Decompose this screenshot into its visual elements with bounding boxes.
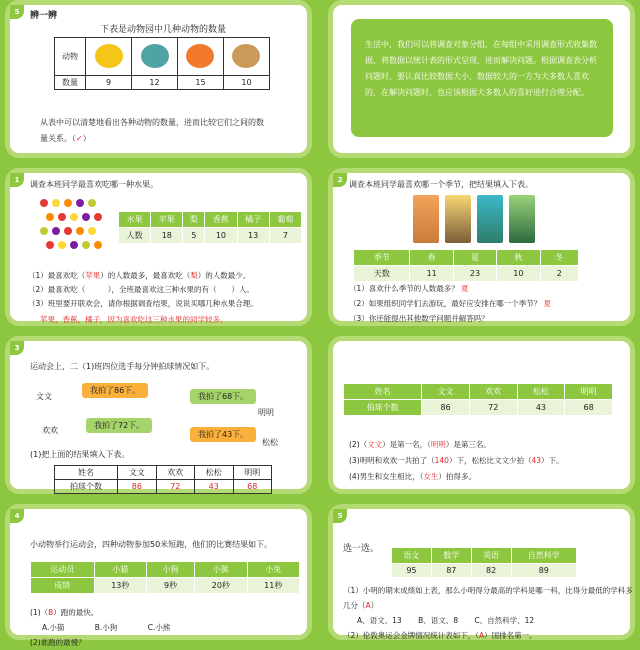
question-title: 选一选。 — [343, 544, 380, 554]
questions: （1）小明的期末成绩如上表，那么小明得分最高的学科是哪一科，比得分最低的学科多几分（A） A、语文、13 B、语文、8 C、自然科学、12 （2）伦敦奥运会金牌情况统计表如下，（A）国排名第一。 — [343, 586, 633, 640]
option-b[interactable]: B、语文、8 — [418, 616, 458, 625]
questions: （1）最喜欢吃（苹果）的人数最多，最喜欢吃（梨）的人数最少。 （2）最喜欢吃（ ），全班最喜欢这三种水果的有（ ）人。 （3）班里要开联欢会，请你根据调查结果，说说买哪几种水果合理。 苹果，香蕉，橘子，因为喜欢吃这三种水果的同学较多。 — [28, 269, 310, 327]
deer-icon — [232, 44, 260, 68]
slide-animal-race — [5, 504, 312, 647]
summary-text: 生活中，我们可以将调查对象分组，在每组中采用调查形式收集数据，将数据以统计表的形式呈现，进而解决问题。根据调查表分析问题时，要认真比较数据大小，数据较大的一方为大多数人喜欢的，在解决问题时，也应该根据大多数人的喜好进行合理分配。 — [365, 40, 597, 97]
slide-summary — [328, 0, 635, 158]
slide-season-survey — [328, 168, 635, 326]
questions: (2)（文文）是第一名，（明明）是第三名。 (3)明明和欢欢一共拍了（140）下，松松比文文少拍（43）下。 (4)男生和女生相比，（女生）拍得多。 — [349, 440, 564, 481]
question-title: 调查本班同学最喜欢吃哪一种水果。 — [30, 180, 158, 189]
season-table: 季节 春 夏 秋 冬 天数 11 23 10 2 — [353, 249, 579, 282]
statement: 从表中可以清楚地看出各种动物的数量，进而比较它们之间的数 量关系。（✓） — [40, 118, 264, 143]
questions: （1）喜欢什么季节的人数最多？ 夏 （2）如果组织同学们去游玩，最好应安排在哪一个季节？ 夏 （3）你还能提出其他数学问题并解答吗？ — [349, 284, 552, 323]
slide-number: 2 — [333, 173, 347, 187]
season-trees-image — [413, 195, 543, 243]
row-label-animal: 动物 — [55, 38, 86, 76]
count-cell: 12 — [132, 76, 178, 90]
name-songsong: 松松 — [262, 438, 278, 447]
slide-number: 5 — [333, 509, 347, 523]
name-huanhuan: 欢欢 — [42, 426, 58, 435]
option-b[interactable]: B.小狗 — [94, 623, 118, 632]
summer-tree-icon — [445, 195, 471, 243]
row-label-count: 数量 — [55, 76, 86, 90]
slide-animal-count — [5, 0, 312, 158]
question-title: 调查本班同学最喜欢哪一个季节，把结果填入下表。 — [349, 180, 533, 189]
race-table: 运动员 小猫 小狗 小熊 小兔 成绩 13秒 9秒 20秒 11秒 — [30, 561, 300, 594]
sub-question: (1)把上面的结果填入下表。 — [30, 450, 130, 459]
slide-number: 3 — [10, 341, 24, 355]
score-table: 语文 数学 英语 自然科学 95 87 82 89 — [391, 547, 577, 578]
speech-bubble: 我拍了86下。 — [82, 383, 148, 398]
section-heading: 辨一辨 — [30, 11, 58, 21]
slide-ball-bouncing — [5, 336, 312, 494]
bee-icon — [95, 44, 123, 68]
option-c[interactable]: C.小熊 — [147, 623, 171, 632]
winter-tree-icon — [509, 195, 535, 243]
dinosaur-icon — [141, 44, 169, 68]
option-a[interactable]: A、语文、13 — [357, 616, 402, 625]
option-c[interactable]: C、自然科学、12 — [474, 616, 535, 625]
fruit-table: 水果 苹果 梨 香蕉 橘子 葡萄 人数 18 5 10 13 7 — [118, 211, 302, 244]
ball-table: 姓名 文文 欢欢 松松 明明 拍球个数 86 72 43 68 — [54, 465, 272, 494]
fox-icon — [186, 44, 214, 68]
answer-text: 苹果，香蕉，橘子，因为喜欢吃这三种水果的同学较多。 — [40, 315, 228, 324]
speech-bubble: 我拍了68下。 — [190, 389, 256, 404]
slide-number: 5 — [10, 5, 24, 19]
question-title: 运动会上，二（1)班四位选手每分钟拍球情况如下。 — [30, 362, 215, 371]
slide-ball-results — [328, 336, 635, 494]
name-wenwen: 文文 — [36, 392, 52, 401]
count-cell: 10 — [223, 76, 269, 90]
check-mark: ✓ — [76, 134, 83, 143]
ball-results-table: 姓名 文文 欢欢 松松 明明 拍球个数 86 72 43 68 — [343, 383, 613, 416]
slide-fruit-survey — [5, 168, 312, 326]
option-a[interactable]: A.小猫 — [42, 623, 65, 632]
fruit-image — [38, 197, 110, 259]
animal-table — [54, 37, 270, 90]
summary-box — [351, 19, 613, 137]
speech-bubble: 我拍了72下。 — [86, 418, 152, 433]
count-cell: 9 — [86, 76, 132, 90]
questions: (1)（B）跑的最快。 A.小猫 B.小狗 C.小熊 (2)谁跑的最慢？ — [30, 608, 171, 647]
spring-tree-icon — [413, 195, 439, 243]
question-title: 小动物举行运动会，四种动物参加50米短跑，他们的比赛结果如下。 — [30, 540, 273, 549]
slide-choose — [328, 504, 635, 640]
table-title: 下表是动物园中几种动物的数量 — [100, 25, 227, 35]
name-mingming: 明明 — [258, 408, 274, 417]
slide-number: 4 — [10, 509, 24, 523]
slide-number: 1 — [10, 173, 24, 187]
count-cell: 15 — [178, 76, 224, 90]
autumn-tree-icon — [477, 195, 503, 243]
speech-bubble: 我拍了43下。 — [190, 427, 256, 442]
